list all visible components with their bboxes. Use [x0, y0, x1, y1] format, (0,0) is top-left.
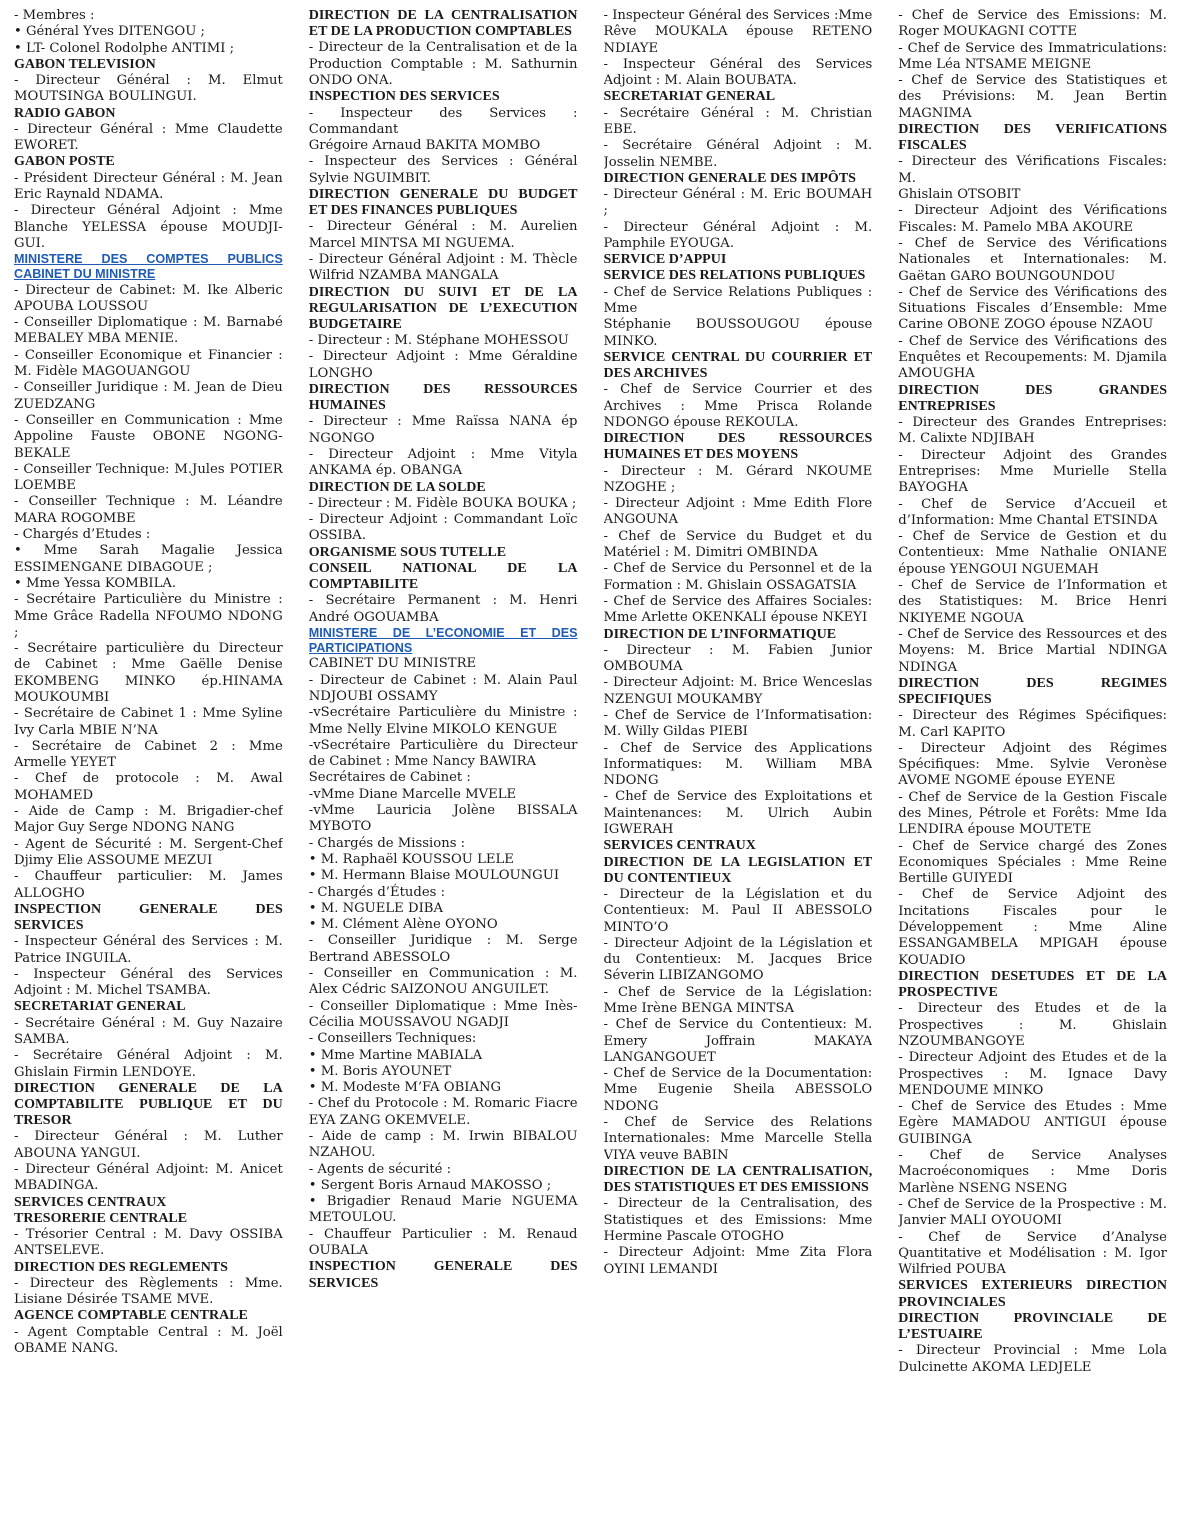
- appointment-entry: - Chef de Service Relations Publiques : Mme: [603, 284, 873, 316]
- appointment-entry: - Conseiller Economique et Financier : M. Fidèle MAGOUANGOU: [14, 347, 283, 380]
- appointment-entry: - Directeur : Mme Raïssa NANA ép NGONGO: [308, 414, 578, 446]
- appointment-entry: • M. Boris AYOUNET: [308, 1063, 452, 1079]
- appointment-entry: - Directeur de Cabinet : M. Alain Paul NDJOUBI OSSAMY: [308, 672, 578, 704]
- appointment-entry: - Conseiller Technique : M. Léandre MARA ROGOMBE: [14, 494, 283, 526]
- appointment-entry: - Conseiller en Communication : Mme Appoline Fauste OBONE NGONG-BEKALE: [14, 412, 283, 461]
- appointment-entry: - Directeur des Etudes et de la Prospectives : M. Ghislain NZOUMBANGOYE: [898, 1001, 1167, 1049]
- section-heading: DIRECTION GENERALE DE LA COMPTABILITE PUBLIQUE ET DU TRESOR: [14, 1080, 283, 1129]
- section-heading: GABON POSTE: [14, 154, 115, 170]
- appointment-entry: Secrétaires de Cabinet :: [308, 770, 471, 786]
- section-heading: RADIO GABON: [14, 105, 116, 121]
- column-1: [14, 8, 283, 1536]
- appointment-entry: - Conseiller en Communication : M. Alex Cédric SAIZONOU ANGUILET.: [308, 966, 578, 998]
- appointment-entry: - Aide de Camp : M. Brigadier-chef Major Guy Serge NDONG NANG: [14, 804, 283, 836]
- appointment-entry: - Chef de Service de la Documentation: Mme Eugenie Sheila ABESSOLO NDONG: [603, 1066, 873, 1114]
- column-2: [309, 8, 578, 1536]
- appointment-entry: • LT- Colonel Rodolphe ANTIMI ;: [14, 40, 235, 56]
- column-3: [604, 8, 873, 1536]
- appointment-entry: - Secrétaire Général : M. Christian EBE.: [603, 105, 873, 137]
- appointment-entry: - Agents de sécurité :: [308, 1161, 452, 1177]
- appointment-entry: - Chef de Service des Etudes : Mme Egère MAMADOU ANTIGUI épouse GUIBINGA: [898, 1099, 1167, 1147]
- appointment-entry: Ghislain OTSOBIT: [898, 187, 1021, 203]
- appointment-entry: - Chef de Service de la Législation: Mme Irène BENGA MINTSA: [603, 984, 873, 1016]
- appointment-entry: - Secrétaire Général Adjoint : M. Ghislain Firmin LENDOYE.: [14, 1048, 283, 1080]
- appointment-entry: • M. NGUELE DIBA: [308, 900, 443, 916]
- section-heading: DIRECTION DES RESSOURCES HUMAINES ET DES MOYENS: [603, 431, 873, 463]
- appointment-entry: - Directeur des Régimes Spécifiques: M. Carl KAPITO: [898, 708, 1167, 740]
- section-heading: DIRECTION DES GRANDES ENTREPRISES: [898, 382, 1167, 414]
- section-heading: DIRECTION PROVINCIALE DE L’ESTUAIRE: [898, 1310, 1167, 1343]
- appointment-entry: - Chef de Service du Personnel et de la Formation : M. Ghislain OSSAGATSIA: [603, 561, 873, 593]
- appointment-entry: - Directeur : M. Stéphane MOHESSOU: [308, 333, 569, 349]
- appointment-entry: - Inspecteur des Services : Général Sylvie NGUIMBIT.: [308, 154, 578, 186]
- column-4: [898, 8, 1167, 1536]
- section-heading: SECRETARIAT GENERAL: [14, 999, 186, 1015]
- appointment-entry: - Secrétaire de Cabinet 2 : Mme Armelle YEYET: [14, 738, 283, 771]
- appointment-entry: -vMme Diane Marcelle MVELE: [308, 786, 517, 802]
- appointment-entry: • Général Yves DITENGOU ;: [14, 24, 205, 40]
- appointment-entry: - Chauffeur particulier: M. James ALLOGHO: [14, 869, 283, 901]
- appointment-entry: - Chef de Service des Vérifications des Enquêtes et Recoupements: M. Djamila AMOUGHA: [898, 333, 1167, 382]
- section-heading: DIRECTION DES RESSOURCES HUMAINES: [308, 382, 578, 414]
- appointment-entry: - Directeur de Cabinet: M. Ike Alberic APOUBA LOUSSOU: [14, 282, 283, 314]
- section-heading: DIRECTION DES REGIMES SPECIFIQUES: [898, 675, 1167, 707]
- section-heading: SECRETARIAT GENERAL: [603, 89, 776, 105]
- section-heading: SERVICE DES RELATIONS PUBLIQUES: [603, 268, 866, 284]
- appointment-entry: -vSecrétaire Particulière du Directeur de Cabinet : Mme Nancy BAWIRA: [308, 737, 578, 770]
- appointment-entry: - Membres :: [14, 8, 95, 23]
- appointment-entry: - Directeur : M. Fidèle BOUKA BOUKA ;: [308, 495, 577, 511]
- appointment-entry: - Chef de Service des Statistiques et des Prévisions: M. Jean Bertin MAGNIMA: [898, 73, 1167, 121]
- appointment-entry: - Secrétaire particulière du Directeur de Cabinet : Mme Gaëlle Denise EKOMBENG MINKO ép.HINAMA MOUKOUMBI: [14, 641, 283, 705]
- appointment-entry: - Chef de Service du Budget et du Matériel : M. Dimitri OMBINDA: [603, 528, 873, 561]
- appointment-entry: - Chef de Service de la Gestion Fiscale des Mines, Pétrole et Forêts: Mme Ida LENDIRA épouse MOUTETE: [898, 789, 1167, 838]
- appointment-entry: - Directeur Adjoint de la Législation et du Contentieux: M. Jacques Brice Séverin LIBIZANGOMO: [603, 935, 873, 984]
- section-heading: CONSEIL NATIONAL DE LA COMPTABILITE: [308, 560, 578, 593]
- appointment-entry: - Chef de Service des Vérifications des Situations Fiscales d’Ensemble: Mme Carine OBONE ZOGO épouse NZAOU: [898, 284, 1167, 333]
- appointment-entry: - Directeur Adjoint: Mme Zita Flora OYINI LEMANDI: [603, 1245, 873, 1277]
- appointment-entry: - Secrétaire de Cabinet 1 : Mme Syline Ivy Carla MBIE N’NA: [14, 706, 283, 738]
- ministry-heading: MINISTERE DE L’ECONOMIE ET DES PARTICIPATIONS: [308, 625, 578, 656]
- appointment-entry: - Directeur Adjoint : Mme Edith Flore ANGOUNA: [603, 496, 873, 528]
- appointment-entry: • M. Hermann Blaise MOULOUNGUI: [308, 868, 560, 884]
- appointment-entry: - Secrétaire Permanent : M. Henri André OGOUAMBA: [308, 593, 578, 625]
- appointment-entry: - Chef de Service chargé des Zones Economiques Spéciales : Mme Reine Bertille GUIYEDI: [898, 838, 1167, 887]
- appointment-entry: - Directeur Général : M. Luther ABOUNA YANGUI.: [14, 1129, 283, 1161]
- appointment-entry: - Directeur Général Adjoint: M. Anicet MBADINGA.: [14, 1162, 283, 1194]
- appointment-entry: - Chef de Service de l’Information et des Statistiques: M. Brice Henri NKIYEME NGOUA: [898, 578, 1167, 626]
- appointment-entry: • Mme Martine MABIALA: [308, 1047, 483, 1063]
- appointment-entry: - Chargés de Missions :: [308, 835, 466, 851]
- section-heading: INSPECTION GENERALE DES SERVICES: [14, 901, 283, 934]
- appointment-entry: • Mme Yessa KOMBILA.: [14, 575, 177, 591]
- appointment-entry: - Directeur des Règlements : Mme. Lisiane Désirée TSAME MVE.: [14, 1275, 283, 1308]
- appointment-entry: - Chef de protocole : M. Awal MOHAMED: [14, 771, 283, 803]
- appointment-entry: - Conseiller Diplomatique : Mme Inès-Cécilia MOUSSAVOU NGADJI: [308, 998, 578, 1030]
- appointment-entry: - Conseiller Juridique : M. Jean de Dieu ZUEDZANG: [14, 380, 283, 412]
- section-heading: DIRECTION GENERALE DES IMPÔTS: [603, 170, 856, 186]
- section-heading: ORGANISME SOUS TUTELLE: [308, 544, 507, 560]
- section-heading: INSPECTION GENERALE DES SERVICES: [308, 1259, 578, 1291]
- appointment-entry: - Chef de Service des Applications Informatiques: M. William MBA NDONG: [603, 740, 873, 789]
- section-heading: DIRECTION DESETUDES ET DE LA PROSPECTIVE: [898, 968, 1167, 1001]
- appointment-entry: - Directeur : M. Gérard NKOUME NZOGHE ;: [603, 463, 873, 495]
- appointment-entry: • Mme Sarah Magalie Jessica ESSIMENGANE DIBAGOUE ;: [14, 543, 283, 575]
- section-heading: AGENCE COMPTABLE CENTRALE: [14, 1308, 248, 1324]
- appointment-entry: - Chef de Service de Gestion et du Contentieux: Mme Nathalie ONIANE épouse YENGOUI NGUEMAH: [898, 529, 1167, 577]
- appointment-entry: - Chef de Service d’Analyse Quantitative et Modélisation : M. Igor Wilfried POUBA: [898, 1229, 1167, 1278]
- appointment-entry: - Chef de Service Analyses Macroéconomiques : Mme Doris Marlène NSENG NSENG: [898, 1148, 1167, 1196]
- appointment-entry: - Président Directeur Général : M. Jean Eric Raynald NDAMA.: [14, 170, 283, 202]
- appointment-entry: - Directeur Général Adjoint : Mme Blanche YELESSA épouse MOUDJI-GUI.: [14, 203, 283, 251]
- appointment-entry: - Directeur : M. Fabien Junior OMBOUMA: [603, 642, 873, 675]
- section-heading: TRESORERIE CENTRALE: [14, 1210, 188, 1226]
- section-heading: DIRECTION DES REGLEMENTS: [14, 1259, 228, 1275]
- appointment-entry: • M. Modeste M’FA OBIANG: [308, 1080, 502, 1096]
- appointment-entry: • Brigadier Renaud Marie NGUEMA METOULOU.: [308, 1194, 578, 1226]
- appointment-entry: - Chef de Service des Emissions: M. Roger MOUKAGNI COTTE: [898, 8, 1167, 40]
- appointment-entry: • M. Clément Alène OYONO: [308, 917, 498, 933]
- appointment-entry: - Chef de Service des Ressources et des Moyens: M. Brice Martial NDINGA NDINGA: [898, 626, 1167, 675]
- appointment-entry: Grégoire Arnaud BAKITA MOMBO: [308, 138, 541, 154]
- appointment-entry: - Directeur Général Adjoint : M. Pamphile EYOUGA.: [603, 219, 873, 251]
- appointment-entry: -vMme Lauricia Jolène BISSALA MYBOTO: [308, 803, 578, 835]
- appointment-entry: - Directeur Adjoint des Etudes et de la Prospectives : M. Ignace Davy MENDOUME MINKO: [898, 1050, 1167, 1098]
- section-heading: GABON TELEVISION: [14, 56, 156, 72]
- section-heading: SERVICES CENTRAUX: [14, 1194, 167, 1210]
- appointment-entry: - Directeur Adjoint : Mme Géraldine LONGHO: [308, 349, 578, 381]
- appointment-entry: - Inspecteur des Services : Commandant: [308, 105, 578, 137]
- appointment-entry: - Directeur Général : M. Eric BOUMAH ;: [603, 187, 873, 219]
- appointment-entry: - Chef de Service de la Prospective : M. Janvier MALI OYOUOMI: [898, 1196, 1167, 1229]
- appointment-entry: - Chef de Service Adjoint des Incitations Fiscales pour le Développement : Mme Aline ESSANGAMBELA MPIGAH épouse KOUADIO: [898, 887, 1167, 968]
- appointment-entry: - Directeur Général : Mme Claudette EWORET.: [14, 121, 283, 154]
- appointment-entry: - Chef de Service des Exploitations et Maintenances: M. Ulrich Aubin IGWERAH: [603, 789, 873, 837]
- appointment-entry: - Directeur Général : M. Elmut MOUTSINGA BOULINGUI.: [14, 73, 283, 105]
- appointment-entry: - Chef de Service des Vérifications Nationales et Internationales: M. Gaëtan GARO BOUNGOUNDOU: [898, 235, 1167, 284]
- appointment-entry: - Inspecteur Général des Services : M. Patrice INGUILA.: [14, 934, 283, 966]
- appointment-entry: - Directeur des Grandes Entreprises: M. Calixte NDJIBAH: [898, 415, 1167, 447]
- section-heading: SERVICES EXTERIEURS DIRECTION PROVINCIALES: [898, 1278, 1167, 1310]
- appointment-entry: - Chef de Service des Relations Internationales: Mme Marcelle Stella VIYA veuve BABIN: [603, 1115, 873, 1163]
- section-heading: SERVICE D’APPUI: [603, 252, 727, 268]
- appointment-entry: - Chef de Service Courrier et des Archives : Mme Prisca Rolande NDONGO épouse REKOULA.: [603, 382, 873, 430]
- appointment-entry: - Directeur Adjoint des Régimes Spécifiques: Mme. Sylvie Veronèse AVOME NGOME épouse EYENE: [898, 740, 1167, 789]
- appointment-entry: - Chef du Protocole : M. Romaric Fiacre EYA ZANG OKEMVELE.: [308, 1096, 578, 1128]
- section-heading: DIRECTION DU SUIVI ET DE LA REGULARISATION DE L’EXECUTION BUDGETAIRE: [308, 284, 578, 332]
- appointment-entry: - Directeur Adjoint : Mme Vityla ANKAMA ép. OBANGA: [308, 447, 578, 479]
- section-heading: DIRECTION DE LA CENTRALISATION ET DE LA PRODUCTION COMPTABLES: [308, 8, 578, 40]
- appointment-entry: - Directeur Adjoint : Commandant Loïc OSSIBA.: [308, 512, 578, 544]
- appointment-entry: - Directeur Adjoint des Grandes Entreprises: Mme Murielle Stella BAYOGHA: [898, 447, 1167, 496]
- appointment-entry: - Agent Comptable Central : M. Joël OBAME NANG.: [14, 1324, 283, 1356]
- appointment-entry: Stéphanie BOUSSOUGOU épouse MINKO.: [603, 317, 873, 349]
- appointment-entry: • M. Raphaël KOUSSOU LELE: [308, 851, 514, 867]
- appointment-entry: - Directeur Général Adjoint : M. Thècle Wilfrid NZAMBA MANGALA: [308, 251, 578, 284]
- section-heading: DIRECTION DES VERIFICATIONS FISCALES: [898, 122, 1167, 154]
- appointment-entry: - Directeur Adjoint: M. Brice Wenceslas NZENGUI MOUKAMBY: [603, 675, 873, 707]
- appointment-entry: - Chargés d’Études :: [308, 884, 446, 900]
- appointment-entry: - Secrétaire Général : M. Guy Nazaire SAMBA.: [14, 1015, 283, 1047]
- section-heading: SERVICE CENTRAL DU COURRIER ET DES ARCHIVES: [603, 349, 873, 382]
- appointment-entry: - Directeur des Vérifications Fiscales: M.: [898, 154, 1167, 186]
- appointment-entry: CABINET DU MINISTRE: [308, 656, 477, 672]
- appointment-entry: - Conseillers Techniques:: [308, 1031, 477, 1047]
- appointment-entry: -vSecrétaire Particulière du Ministre : Mme Nelly Elvine MIKOLO KENGUE: [308, 705, 578, 737]
- appointment-entry: - Trésorier Central : M. Davy OSSIBA ANTSELEVE.: [14, 1227, 283, 1259]
- appointment-entry: - Conseiller Technique: M.Jules POTIER LOEMBE: [14, 461, 283, 494]
- appointment-entry: - Chef de Service des Immatriculations: Mme Léa NTSAME MEIGNE: [898, 40, 1167, 72]
- appointment-entry: - Chef de Service du Contentieux: M. Emery Joffrain MAKAYA LANGANGOUET: [603, 1017, 873, 1065]
- section-heading: DIRECTION DE LA SOLDE: [308, 479, 486, 495]
- appointment-entry: - Directeur Général : M. Aurelien Marcel MINTSA MI NGUEMA.: [308, 219, 578, 251]
- appointment-entry: - Directeur de la Centralisation et de la Production Comptable : M. Sathurnin ONDO ONA.: [308, 40, 578, 88]
- appointment-entry: - Directeur Provincial : Mme Lola Dulcinette AKOMA LEDJELE: [898, 1343, 1167, 1375]
- appointment-entry: - Agent de Sécurité : M. Sergent-Chef Djimy Elie ASSOUME MEZUI: [14, 836, 283, 868]
- appointment-entry: - Directeur Adjoint des Vérifications Fiscales: M. Pamelo MBA AKOURE: [898, 203, 1167, 235]
- appointment-entry: - Chargés d’Etudes :: [14, 527, 151, 543]
- appointment-entry: - Directeur de la Centralisation, des Statistiques et des Emissions: Mme Hermine Pascale OTOGHO: [603, 1196, 873, 1244]
- appointment-entry: - Secrétaire Particulière du Ministre : Mme Grâce Radella NFOUMO NDONG ;: [14, 592, 283, 640]
- appointment-entry: - Chauffeur Particulier : M. Renaud OUBALA: [308, 1226, 578, 1259]
- appointment-entry: - Aide de camp : M. Irwin BIBALOU NZAHOU.: [308, 1128, 578, 1161]
- section-heading: DIRECTION DE LA CENTRALISATION, DES STATISTIQUES ET DES EMISSIONS: [603, 1163, 873, 1196]
- appointment-entry: - Inspecteur Général des Services Adjoint : M. Alain BOUBATA.: [603, 56, 873, 89]
- appointment-entry: - Inspecteur Général des Services :Mme Rêve MOUKALA épouse RETENO NDIAYE: [603, 8, 873, 56]
- appointment-entry: • Sergent Boris Arnaud MAKOSSO ;: [308, 1177, 552, 1193]
- appointment-entry: - Chef de Service d’Accueil et d’Information: Mme Chantal ETSINDA: [898, 496, 1167, 528]
- section-heading: DIRECTION DE L’INFORMATIQUE: [603, 626, 837, 642]
- ministry-heading: MINISTERE DES COMPTES PUBLICS CABINET DU MINISTRE: [14, 252, 283, 282]
- section-heading: SERVICES CENTRAUX: [603, 838, 756, 854]
- section-heading: INSPECTION DES SERVICES: [308, 89, 500, 105]
- appointment-entry: - Inspecteur Général des Services Adjoint : M. Michel TSAMBA.: [14, 966, 283, 999]
- section-heading: DIRECTION GENERALE DU BUDGET ET DES FINANCES PUBLIQUES: [308, 186, 578, 219]
- appointment-entry: - Directeur de la Législation et du Contentieux: M. Paul II ABESSOLO MINTO’O: [603, 886, 873, 935]
- appointment-entry: - Chef de Service des Affaires Sociales: Mme Arlette OKENKALI épouse NKEYI: [603, 593, 873, 626]
- appointment-entry: - Conseiller Juridique : M. Serge Bertrand ABESSOLO: [308, 933, 578, 965]
- section-heading: DIRECTION DE LA LEGISLATION ET DU CONTENTIEUX: [603, 854, 873, 886]
- appointment-entry: - Conseiller Diplomatique : M. Barnabé MEBALEY MBA MENIE.: [14, 315, 283, 347]
- appointment-entry: - Secrétaire Général Adjoint : M. Josselin NEMBE.: [603, 138, 873, 170]
- appointment-entry: - Chef de Service de l’Informatisation: M. Willy Gildas PIEBI: [603, 707, 873, 740]
